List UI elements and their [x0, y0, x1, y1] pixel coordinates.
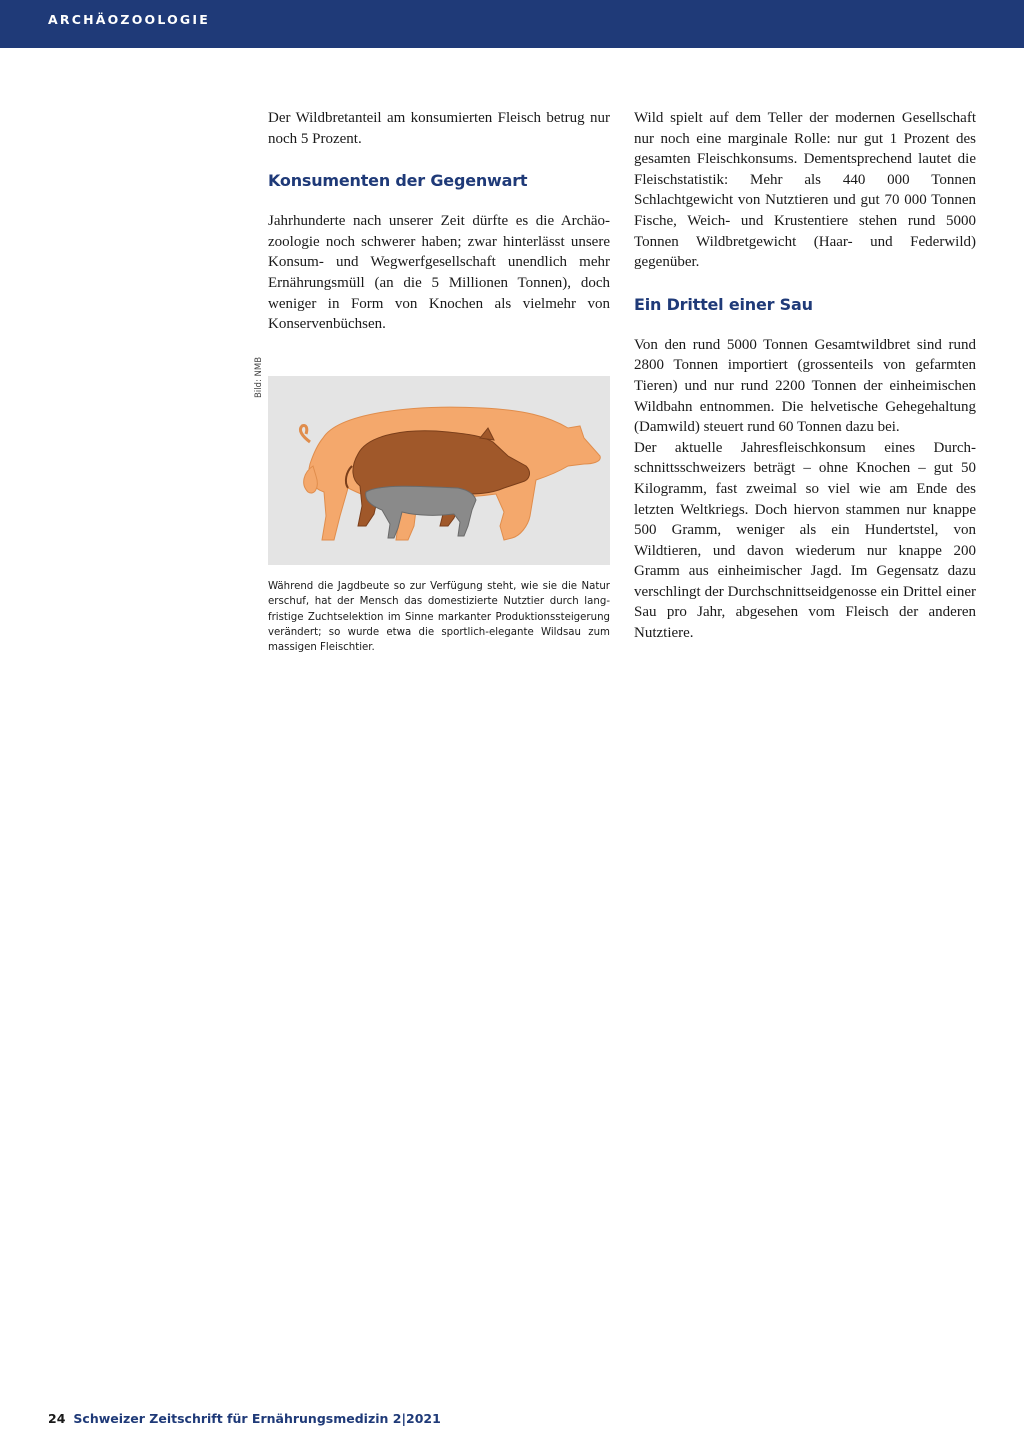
- image-credit: Bild: NMB: [254, 356, 264, 398]
- paragraph-gesamtwildbret: Von den rund 5000 Tonnen Gesamtwildbret sind rund 2800 Tonnen importiert (grossenteils von gefarmten Tieren) und nur rund 2200 Tonnen der einheimischen Wildbahn entnommen. Die helvetische Gehegehaltung (Damwild) steuert rund 60 Tonnen dazu bei.: [634, 336, 976, 436]
- left-column: [268, 108, 610, 335]
- intro-paragraph: Der Wildbretanteil am konsumierten Fleisch betrug nur noch 5 Prozent.: [268, 110, 610, 147]
- paragraph-konsumenten: Jahrhunderte nach unserer Zeit dürfte es die Archäozoologie noch schwerer haben; zwar hinterlässt unsere Konsum- und Wegwerfgesellschaft unendlich mehr Ernährungsmüll (an die 5 Millionen Tonnen), doch weniger in Form von Knochen als vielmehr von Konservenbüchsen.: [268, 213, 610, 333]
- pig-comparison-image: [268, 376, 610, 565]
- journal-title: Schweizer Zeitschrift für Ernährungsmedizin 2|2021: [73, 1411, 441, 1426]
- figure-caption: Während die Jagdbeute so zur Verfügung steht, wie sie die Natur erschuf, hat der Mensch das domestizierte Nutztier durch langfristige Zuchtselektion im Sinne markanter Produktionssteigerung verändert; so wurde etwa die sportlich-elegante Wildsau zum massigen Fleischtier.: [268, 581, 610, 654]
- page-number: 24: [48, 1411, 66, 1426]
- small-pig-shape: [366, 486, 476, 538]
- heading-drittel: Ein Drittel einer Sau: [634, 294, 813, 314]
- header-bar: [0, 0, 1024, 48]
- paragraph-wild: Wild spielt auf dem Teller der modernen Gesellschaft nur noch eine marginale Rolle: nur gut 1 Prozent des gesamten Fleischkonsums. Dementsprechend lautet die Fleischstatistik: Mehr als 440 000 Tonnen Schlachtgewicht von Nutztieren und gut 70 000 Tonnen Fische, Weich- und Krustentiere stehen rund 5000 Tonnen Wildbretgewicht (Haar- und Federwild) gegenüber.: [634, 110, 976, 271]
- right-column: [634, 108, 976, 644]
- section-label: ARCHÄOZOOLOGIE: [48, 12, 210, 27]
- heading-konsumenten: Konsumenten der Gegenwart: [268, 171, 528, 191]
- pig-illustration: [268, 376, 610, 565]
- paragraph-jahresfleischkonsum: Der aktuelle Jahresfleischkonsum eines Durchschnittsschweizers beträgt – ohne Knochen – gut 50 Kilogramm, fast zweimal so viel wie am Ende des letzten Weltkriegs. Doch hiervon stammen nur knappe 500 Gramm, weniger als ein Hundertstel, von Wildtieren, und davon wiederum nur knappe 200 Gramm aus einheimischer Jagd. Im Gegensatz dazu verschlingt der Durchschnittseidgenosse ein Drittel einer Sau pro Jahr, abgesehen vom Fleisch der anderen Nutztiere.: [634, 439, 976, 642]
- page-footer: [48, 1411, 441, 1426]
